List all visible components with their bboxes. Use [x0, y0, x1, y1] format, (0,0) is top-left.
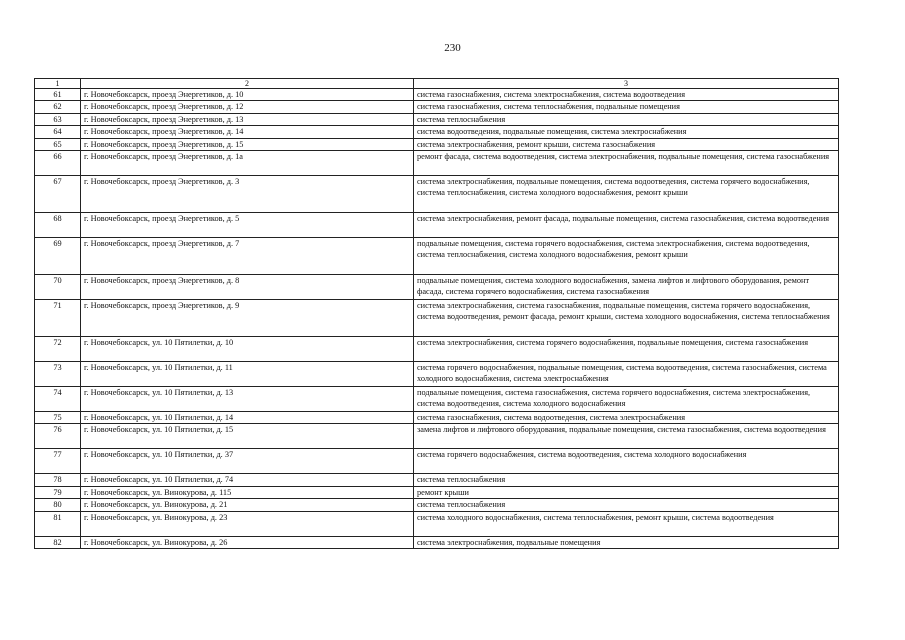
table-row: [35, 412, 839, 424]
works-cell: система теплоснабжения: [414, 499, 839, 511]
works-cell: система газоснабжения, система теплоснабжения, подвальные помещения: [414, 101, 839, 113]
column-number-1: 1: [35, 79, 81, 89]
row-number-cell: 71: [35, 300, 81, 337]
address-cell: г. Новочебоксарск, ул. Винокурова, д. 21: [81, 499, 414, 511]
address-cell: г. Новочебоксарск, проезд Энергетиков, д. 13: [81, 113, 414, 125]
works-cell: система горячего водоснабжения, система водоотведения, система холодного водоснабжения: [414, 449, 839, 474]
works-cell: система водоотведения, подвальные помещения, система электроснабжения: [414, 126, 839, 138]
works-cell: система электроснабжения, ремонт фасада, подвальные помещения, система газоснабжения, система водоотведения: [414, 213, 839, 238]
works-cell: подвальные помещения, система горячего водоснабжения, система электроснабжения, система водоотведения, система теплоснабжения, система холодного водоснабжения, ремонт крыши: [414, 238, 839, 275]
table-row: [35, 113, 839, 125]
works-cell: система горячего водоснабжения, подвальные помещения, система водоотведения, система газоснабжения, система холодного водоснабжения, система электроснабжения: [414, 362, 839, 387]
works-cell: система газоснабжения, система электроснабжения, система водоотведения: [414, 89, 839, 101]
row-number-cell: 79: [35, 486, 81, 498]
address-cell: г. Новочебоксарск, проезд Энергетиков, д. 8: [81, 275, 414, 300]
address-cell: г. Новочебоксарск, ул. 10 Пятилетки, д. 11: [81, 362, 414, 387]
column-number-row: [35, 79, 839, 89]
works-cell: система электроснабжения, система газоснабжения, подвальные помещения, система горячего водоснабжения, система водоотведения, ремонт фасада, ремонт крыши, система холодного водоснабжения, система теплоснабжения: [414, 300, 839, 337]
row-number-cell: 66: [35, 151, 81, 176]
row-number-cell: 63: [35, 113, 81, 125]
page-number: 230: [444, 42, 461, 54]
row-number-cell: 69: [35, 238, 81, 275]
table-row: [35, 300, 839, 337]
table-row: [35, 449, 839, 474]
works-cell: система газоснабжения, система водоотведения, система электроснабжения: [414, 412, 839, 424]
table-row: [35, 362, 839, 387]
table-row: [35, 138, 839, 150]
works-cell: система электроснабжения, система горячего водоснабжения, подвальные помещения, система газоснабжения: [414, 337, 839, 362]
works-cell: замена лифтов и лифтового оборудования, подвальные помещения, система газоснабжения, система водоотведения: [414, 424, 839, 449]
row-number-cell: 76: [35, 424, 81, 449]
address-cell: г. Новочебоксарск, ул. 10 Пятилетки, д. 37: [81, 449, 414, 474]
address-cell: г. Новочебоксарск, ул. Винокурова, д. 26: [81, 536, 414, 548]
row-number-cell: 64: [35, 126, 81, 138]
address-cell: г. Новочебоксарск, ул. 10 Пятилетки, д. 15: [81, 424, 414, 449]
works-cell: ремонт фасада, система водоотведения, система электроснабжения, подвальные помещения, система газоснабжения: [414, 151, 839, 176]
address-cell: г. Новочебоксарск, ул. Винокурова, д. 23: [81, 511, 414, 536]
works-cell: система электроснабжения, подвальные помещения: [414, 536, 839, 548]
address-cell: г. Новочебоксарск, проезд Энергетиков, д. 12: [81, 101, 414, 113]
table-row: [35, 101, 839, 113]
address-cell: г. Новочебоксарск, проезд Энергетиков, д. 3: [81, 176, 414, 213]
works-cell: система холодного водоснабжения, система теплоснабжения, ремонт крыши, система водоотведения: [414, 511, 839, 536]
works-cell: подвальные помещения, система холодного водоснабжения, замена лифтов и лифтового оборудования, ремонт фасада, система горячего водоснабжения, система газоснабжения: [414, 275, 839, 300]
row-number-cell: 82: [35, 536, 81, 548]
table-row: [35, 126, 839, 138]
works-cell: подвальные помещения, система газоснабжения, система горячего водоснабжения, система электроснабжения, система водоотведения, система холодного водоснабжения: [414, 387, 839, 412]
table-row: [35, 89, 839, 101]
table-row: [35, 176, 839, 213]
address-cell: г. Новочебоксарск, ул. 10 Пятилетки, д. 74: [81, 474, 414, 486]
works-cell: система электроснабжения, подвальные помещения, система водоотведения, система горячего водоснабжения, система теплоснабжения, система холодного водоснабжения, ремонт крыши: [414, 176, 839, 213]
table-row: [35, 474, 839, 486]
address-cell: г. Новочебоксарск, ул. 10 Пятилетки, д. 14: [81, 412, 414, 424]
address-cell: г. Новочебоксарск, проезд Энергетиков, д. 10: [81, 89, 414, 101]
row-number-cell: 77: [35, 449, 81, 474]
address-cell: г. Новочебоксарск, проезд Энергетиков, д. 15: [81, 138, 414, 150]
row-number-cell: 73: [35, 362, 81, 387]
works-cell: система теплоснабжения: [414, 113, 839, 125]
table-row: [35, 424, 839, 449]
column-number-3: 3: [414, 79, 839, 89]
column-number-2: 2: [81, 79, 414, 89]
table-row: [35, 387, 839, 412]
address-cell: г. Новочебоксарск, ул. Винокурова, д. 115: [81, 486, 414, 498]
table-row: [35, 511, 839, 536]
row-number-cell: 68: [35, 213, 81, 238]
address-cell: г. Новочебоксарск, проезд Энергетиков, д. 7: [81, 238, 414, 275]
table-row: [35, 536, 839, 548]
table-row: [35, 238, 839, 275]
row-number-cell: 70: [35, 275, 81, 300]
row-number-cell: 61: [35, 89, 81, 101]
row-number-cell: 80: [35, 499, 81, 511]
registry-table: [34, 78, 839, 549]
table-row: [35, 499, 839, 511]
address-cell: г. Новочебоксарск, проезд Энергетиков, д. 14: [81, 126, 414, 138]
address-cell: г. Новочебоксарск, проезд Энергетиков, д. 5: [81, 213, 414, 238]
row-number-cell: 78: [35, 474, 81, 486]
works-cell: ремонт крыши: [414, 486, 839, 498]
table-row: [35, 486, 839, 498]
address-cell: г. Новочебоксарск, ул. 10 Пятилетки, д. 13: [81, 387, 414, 412]
row-number-cell: 65: [35, 138, 81, 150]
row-number-cell: 67: [35, 176, 81, 213]
address-cell: г. Новочебоксарск, ул. 10 Пятилетки, д. 10: [81, 337, 414, 362]
works-cell: система электроснабжения, ремонт крыши, система газоснабжения: [414, 138, 839, 150]
works-cell: система теплоснабжения: [414, 474, 839, 486]
row-number-cell: 75: [35, 412, 81, 424]
table-row: [35, 337, 839, 362]
address-cell: г. Новочебоксарск, проезд Энергетиков, д. 9: [81, 300, 414, 337]
address-cell: г. Новочебоксарск, проезд Энергетиков, д. 1а: [81, 151, 414, 176]
row-number-cell: 74: [35, 387, 81, 412]
table-row: [35, 275, 839, 300]
row-number-cell: 62: [35, 101, 81, 113]
row-number-cell: 81: [35, 511, 81, 536]
row-number-cell: 72: [35, 337, 81, 362]
table-row: [35, 151, 839, 176]
table-row: [35, 213, 839, 238]
